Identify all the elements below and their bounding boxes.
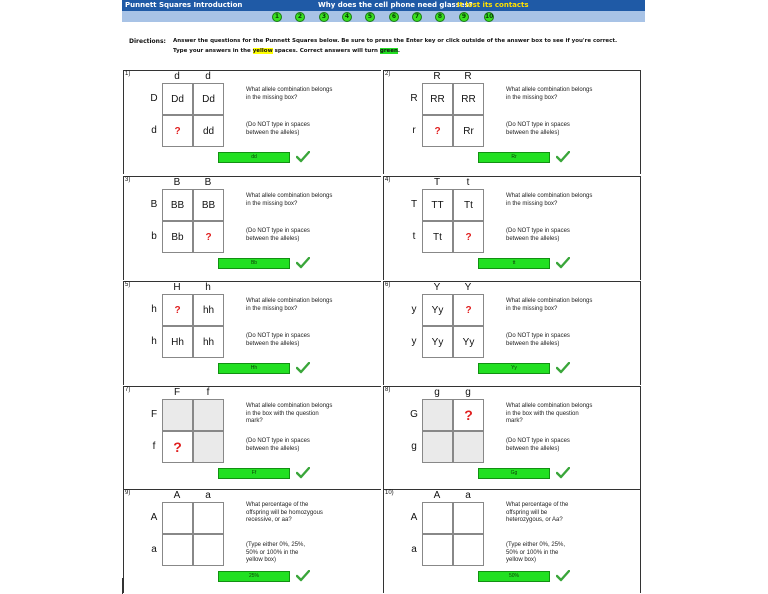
problem-number: 10) [385,490,394,496]
punnett-cell: hh [193,326,224,358]
allele-column-header: R [464,71,472,82]
punnett-square [422,399,484,463]
check-icon [556,362,570,374]
allele-row-label: b [151,231,157,242]
question-text: What allele combination belongs in the missing box? [246,87,333,101]
allele-row-label: F [150,409,158,420]
problem-number: 3) [125,177,131,183]
problem-7 [123,386,381,490]
instruction-text: (Do NOT type in spaces between the alleles) [246,228,310,242]
allele-row-label: d [151,125,157,136]
allele-row-label: A [410,512,418,523]
question-text: What allele combination belongs in the missing box? [246,193,333,207]
instruction-text: (Do NOT type in spaces between the alleles) [246,438,310,452]
title-bar [122,0,645,11]
progress-circle[interactable]: 4 [342,12,352,22]
allele-column-header: g [465,387,471,398]
question-text: What allele combination belongs in the missing box? [506,298,593,312]
check-mark [557,571,569,580]
punnett-cell: RR [422,83,453,115]
allele-row-label: D [150,93,158,104]
page-title: Punnett Squares Introduction [125,1,243,9]
punnett-cell: Dd [193,83,224,115]
question-text: What percentage of the offspring will be heterozygous, or Aa? [506,502,569,523]
allele-column-header: a [465,490,471,501]
allele-row-label: h [151,336,157,347]
missing-cell: ? [162,431,193,463]
directions-label: Directions: [129,38,166,45]
allele-column-header: B [204,177,212,188]
question-text: What allele combination belongs in the missing box? [506,87,593,101]
instruction-text: (Do NOT type in spaces between the alleles) [506,122,570,136]
allele-row-label: r [412,125,416,136]
problem-3 [123,176,381,280]
punnett-cell: Yy [422,326,453,358]
instruction-text: (Do NOT type in spaces between the alleles) [506,438,570,452]
answer-input[interactable]: Gg [478,468,550,479]
allele-column-header: B [173,177,181,188]
allele-column-header: t [466,177,470,188]
question-text: What allele combination belongs in the box with the question mark? [246,403,333,424]
punnett-cell [162,534,193,566]
punnett-cell: Bb [162,221,193,253]
punnett-cell: RR [453,83,484,115]
answer-input[interactable]: Bb [218,258,290,269]
punnett-cell [422,399,453,431]
problem-number: 1) [125,71,131,77]
instruction-text: (Type either 0%, 25%, 50% or 100% in the yellow box) [246,542,306,563]
progress-circle[interactable]: 2 [295,12,305,22]
punnett-cell: TT [422,189,453,221]
check-mark [297,152,309,161]
allele-column-header: T [433,177,441,188]
punnett-cell [162,399,193,431]
punnett-cell [453,534,484,566]
check-icon [296,570,310,582]
allele-column-header: Y [464,282,472,293]
punnett-square [422,189,484,253]
question-text: What allele combination belongs in the missing box? [506,193,593,207]
progress-circle[interactable]: 7 [412,12,422,22]
check-mark [297,363,309,372]
punnett-square [162,399,224,463]
missing-cell: ? [453,294,484,326]
punnett-cell [193,399,224,431]
allele-column-header: A [173,490,181,501]
punnett-square [422,83,484,147]
punnett-cell: Hh [162,326,193,358]
progress-circle[interactable]: 3 [319,12,329,22]
check-mark [557,152,569,161]
allele-row-label: g [411,441,417,452]
problem-number: 5) [125,282,131,288]
check-mark [557,258,569,267]
allele-row-label: f [152,441,156,452]
check-mark [557,363,569,372]
allele-column-header: f [206,387,210,398]
instruction-text: (Do NOT type in spaces between the alleles) [506,333,570,347]
check-mark [297,468,309,477]
progress-circle[interactable]: 5 [365,12,375,22]
check-icon [296,151,310,163]
problem-9 [123,489,381,593]
divider [122,578,123,594]
missing-cell: ? [162,294,193,326]
allele-column-header: g [434,387,440,398]
punnett-cell: Rr [453,115,484,147]
punnett-cell: Yy [453,326,484,358]
problem-2 [383,70,641,174]
allele-column-header: R [433,71,441,82]
allele-row-label: a [151,544,157,555]
punnett-cell [453,502,484,534]
progress-circle[interactable]: 6 [389,12,399,22]
punnett-cell: BB [162,189,193,221]
punnett-cell [193,502,224,534]
allele-row-label: a [411,544,417,555]
check-mark [297,571,309,580]
allele-column-header: F [173,387,181,398]
answer-input[interactable]: 25% [218,571,290,582]
green-highlight: green [379,48,398,54]
progress-circle[interactable]: 9 [459,12,469,22]
punnett-cell: Dd [162,83,193,115]
problem-4 [383,176,641,280]
missing-cell: ? [193,221,224,253]
check-icon [296,362,310,374]
punnett-square [162,189,224,253]
punnett-square [162,294,224,358]
check-icon [556,151,570,163]
directions-part: . [397,48,401,54]
problem-number: 6) [385,282,391,288]
missing-cell: ? [422,115,453,147]
punnett-cell [193,534,224,566]
answer-input[interactable]: tt [478,258,550,269]
check-icon [556,570,570,582]
check-icon [556,257,570,269]
allele-row-label: y [411,336,417,347]
punnett-cell [422,534,453,566]
allele-column-header: Y [433,282,441,293]
allele-column-header: H [173,282,181,293]
instruction-text: (Do NOT type in spaces between the alleles) [246,122,310,136]
question-text: What percentage of the offspring will be homozygous recessive, or aa? [246,502,323,523]
punnett-cell [162,502,193,534]
yellow-highlight: yellow [252,48,273,54]
directions-text: Answer the questions for the Punnett Squares below. Be sure to press the Enter key or click outside of the answer box to see if you're correct. [173,38,618,44]
punnett-square [422,502,484,566]
punnett-cell [453,431,484,463]
allele-row-label: R [410,93,418,104]
directions-part: Type your answers in the [173,48,253,54]
joke-question: Why does the cell phone need glasses? [318,1,473,9]
instruction-text: (Do NOT type in spaces between the alleles) [246,333,310,347]
joke-punchline: It lost its contacts [457,1,529,9]
punnett-cell: hh [193,294,224,326]
allele-row-label: t [412,231,416,242]
allele-column-header: A [433,490,441,501]
check-icon [556,467,570,479]
problem-number: 8) [385,387,391,393]
problem-1 [123,70,381,174]
missing-cell: ? [453,221,484,253]
allele-column-header: a [205,490,211,501]
problem-6 [383,281,641,385]
punnett-cell [422,502,453,534]
instruction-text: (Type either 0%, 25%, 50% or 100% in the yellow box) [506,542,566,563]
directions-text-2 [173,48,400,54]
answer-input[interactable]: Hh [218,363,290,374]
problem-number: 9) [125,490,131,496]
allele-column-header: d [205,71,211,82]
question-text: What allele combination belongs in the missing box? [246,298,333,312]
missing-cell: ? [162,115,193,147]
allele-row-label: y [411,304,417,315]
allele-column-header: h [205,282,211,293]
problem-number: 4) [385,177,391,183]
punnett-square [162,83,224,147]
progress-circle[interactable]: 8 [435,12,445,22]
punnett-cell: BB [193,189,224,221]
punnett-cell: Yy [422,294,453,326]
check-icon [296,257,310,269]
answer-input[interactable]: 50% [478,571,550,582]
progress-circle[interactable]: 10 [485,13,494,20]
instruction-text: (Do NOT type in spaces between the alleles) [506,228,570,242]
answer-input[interactable]: dd [218,152,290,163]
problem-10 [383,489,641,593]
check-mark [297,258,309,267]
punnett-square [162,502,224,566]
punnett-square [422,294,484,358]
allele-row-label: A [150,512,158,523]
progress-bar [122,11,645,22]
answer-input[interactable]: Yy [478,363,550,374]
allele-row-label: B [150,199,158,210]
question-text: What allele combination belongs in the box with the question mark? [506,403,593,424]
punnett-cell [422,431,453,463]
problem-8 [383,386,641,490]
punnett-cell [193,431,224,463]
allele-row-label: h [151,304,157,315]
problem-number: 2) [385,71,391,77]
allele-row-label: T [410,199,418,210]
problem-number: 7) [125,387,131,393]
answer-input[interactable]: Ff [218,468,290,479]
check-icon [296,467,310,479]
punnett-cell: Tt [422,221,453,253]
missing-cell: ? [453,399,484,431]
allele-row-label: G [410,409,418,420]
answer-input[interactable]: Rr [478,152,550,163]
allele-column-header: d [174,71,180,82]
check-mark [557,468,569,477]
progress-circle[interactable]: 1 [272,12,282,22]
punnett-cell: Tt [453,189,484,221]
directions-part: spaces. Correct answers will turn [272,48,380,54]
punnett-cell: dd [193,115,224,147]
problem-5 [123,281,381,385]
